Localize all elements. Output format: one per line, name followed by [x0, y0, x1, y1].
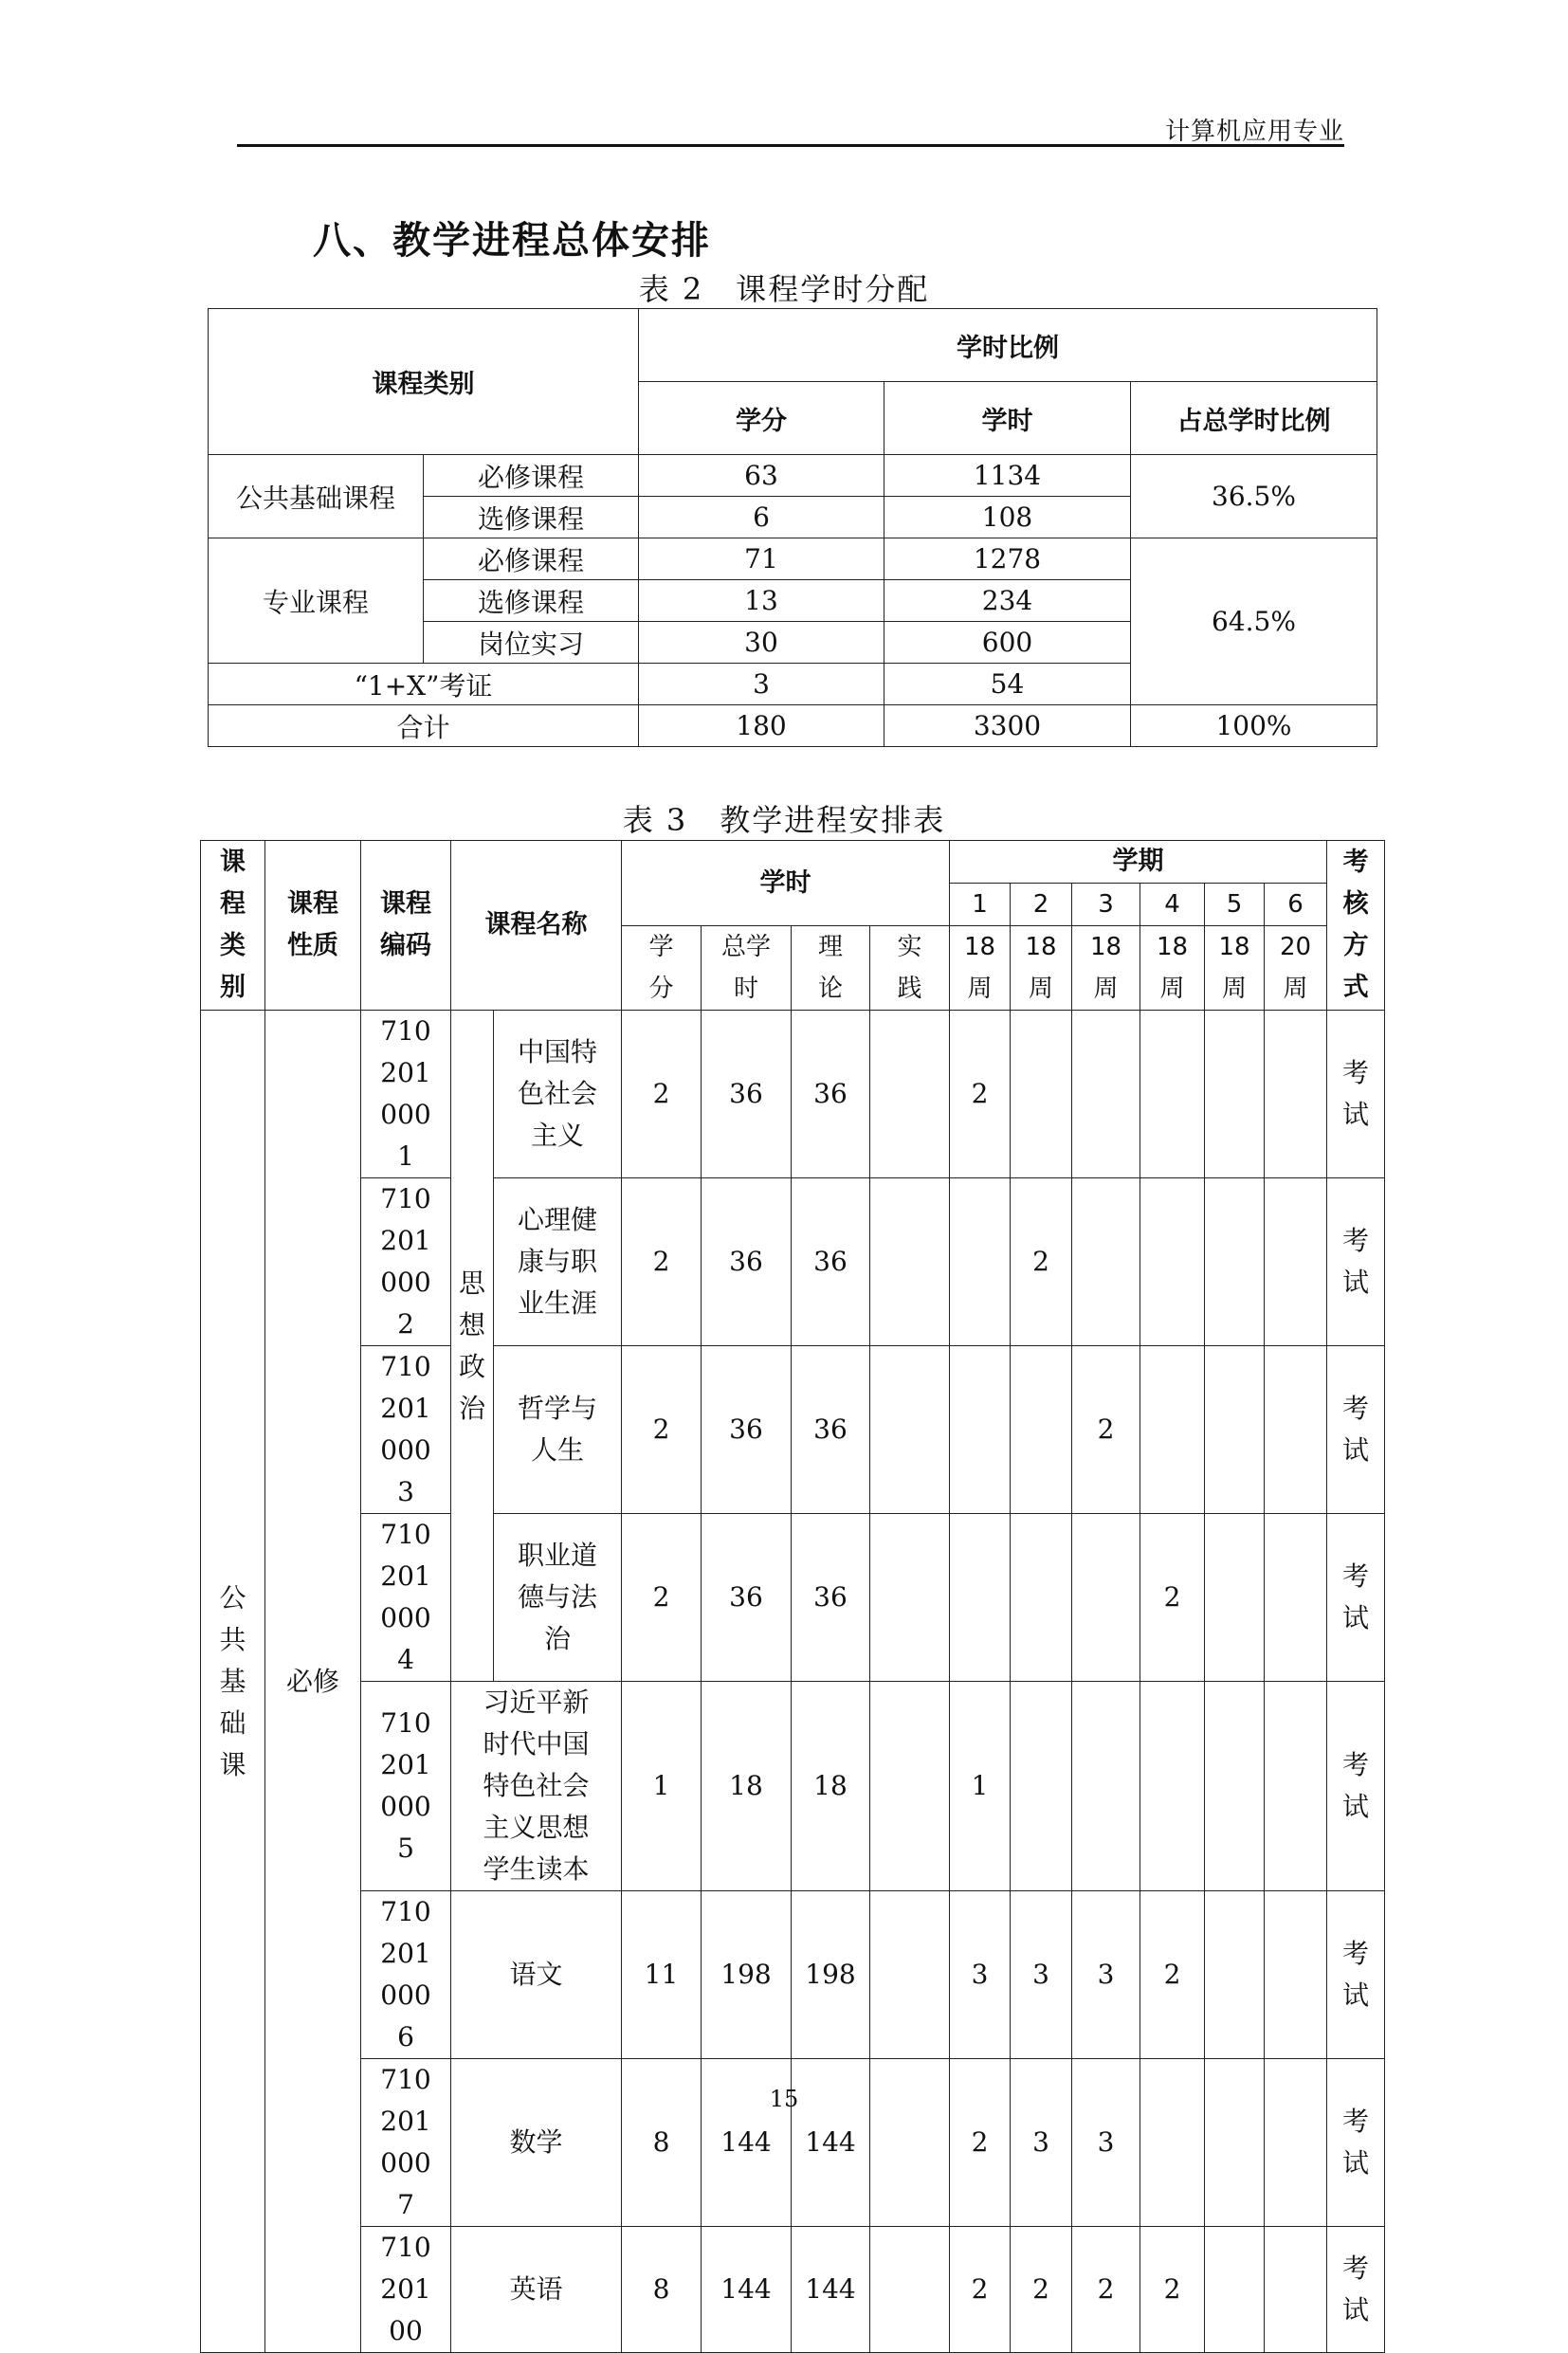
t3-term-hours [1265, 1514, 1327, 1682]
t3-code: 710201000 3 [361, 1346, 451, 1514]
t3-head-terms: 学期 [950, 841, 1327, 884]
t2-cert-hours: 54 [884, 664, 1131, 705]
t2-total-hours: 3300 [884, 705, 1131, 747]
t3-term-number: 6 [1265, 884, 1327, 926]
t3-term-hours: 2 [950, 2227, 1011, 2353]
t3-assessment: 考试 [1327, 1682, 1385, 1891]
t2-hours: 1278 [884, 538, 1131, 580]
t3-code: 710201000 4 [361, 1514, 451, 1682]
t3-term-weeks: 18周 [1205, 926, 1265, 1011]
t3-term-hours: 2 [1011, 1178, 1072, 1346]
t3-term-hours: 2 [950, 1011, 1011, 1178]
page-number: 15 [769, 2086, 799, 2112]
t3-term-hours [1205, 1891, 1265, 2059]
t3-term-hours: 3 [1011, 2059, 1072, 2227]
t3-term-hours [1265, 1346, 1327, 1514]
t3-total: 36 [702, 1011, 792, 1178]
t3-assessment: 考试 [1327, 2227, 1385, 2353]
t3-term-hours [1265, 1891, 1327, 2059]
t3-total: 36 [702, 1346, 792, 1514]
t3-practice [870, 1891, 950, 2059]
t2-share-public: 36.5% [1131, 455, 1377, 538]
t3-course-name: 数学 [451, 2059, 622, 2227]
t3-term-hours [1140, 1682, 1205, 1891]
t2-sub: 选修课程 [424, 580, 639, 622]
t3-term-weeks: 18周 [1011, 926, 1072, 1011]
t3-term-hours: 2 [1140, 1891, 1205, 2059]
t2-head-ratio: 学时比例 [639, 309, 1377, 382]
t3-term-number: 5 [1205, 884, 1265, 926]
t3-term-hours [950, 1346, 1011, 1514]
t2-group-public: 公共基础课程 [209, 455, 424, 538]
t3-term-hours: 2 [1072, 2227, 1140, 2353]
t3-term-hours [1205, 2227, 1265, 2353]
t3-head-hours: 学时 [622, 841, 950, 926]
t3-theory: 36 [792, 1178, 870, 1346]
t2-head-credit: 学分 [639, 382, 884, 455]
t3-term-hours [1205, 2059, 1265, 2227]
t3-course-name: 语文 [451, 1891, 622, 2059]
t2-share-major: 64.5% [1131, 538, 1377, 705]
t3-term-hours [1011, 1346, 1072, 1514]
t3-credit: 2 [622, 1346, 702, 1514]
t3-course-name: 职业道德与法治 [494, 1514, 622, 1682]
t3-head-theory: 理论 [792, 926, 870, 1011]
t2-credit: 13 [639, 580, 884, 622]
t3-total: 198 [702, 1891, 792, 2059]
t3-head-nature: 课程性质 [265, 841, 361, 1011]
t3-nature-required: 必修 [265, 1011, 361, 2353]
t3-assessment: 考试 [1327, 1011, 1385, 1178]
t3-term-hours [1205, 1178, 1265, 1346]
t3-term-number: 3 [1072, 884, 1140, 926]
t3-assessment: 考试 [1327, 1891, 1385, 2059]
t3-head-code: 课程编码 [361, 841, 451, 1011]
t2-sub: 必修课程 [424, 455, 639, 497]
t3-term-hours [1140, 1178, 1205, 1346]
t3-term-hours: 3 [1072, 2059, 1140, 2227]
t2-hours: 234 [884, 580, 1131, 622]
t2-sub: 岗位实习 [424, 622, 639, 664]
t3-term-hours: 3 [1011, 1891, 1072, 2059]
table3-caption: 表 3 教学进程安排表 [622, 802, 946, 838]
t2-hours: 1134 [884, 455, 1131, 497]
t2-head-share: 占总学时比例 [1131, 382, 1377, 455]
t3-credit: 2 [622, 1514, 702, 1682]
t3-code: 710201000 6 [361, 1891, 451, 2059]
t2-cert-credit: 3 [639, 664, 884, 705]
t3-assessment: 考试 [1327, 1514, 1385, 1682]
t3-term-hours [1140, 1011, 1205, 1178]
t3-term-hours: 2 [1140, 1514, 1205, 1682]
t3-term-hours [1011, 1514, 1072, 1682]
t2-credit: 6 [639, 497, 884, 538]
t3-term-hours [1205, 1011, 1265, 1178]
t3-course-name: 习近平新时代中国特色社会主义思想学生读本 [451, 1682, 622, 1891]
t2-cert-label: “1+X”考证 [209, 664, 639, 705]
t3-term-hours: 2 [1072, 1346, 1140, 1514]
t3-head-name: 课程名称 [451, 841, 622, 1011]
t3-head-credit: 学分 [622, 926, 702, 1011]
t3-assessment: 考试 [1327, 2059, 1385, 2227]
t3-course-name: 英语 [451, 2227, 622, 2353]
t2-total-credit: 180 [639, 705, 884, 747]
t3-term-hours [1011, 1682, 1072, 1891]
t3-assessment: 考试 [1327, 1178, 1385, 1346]
t3-theory: 36 [792, 1514, 870, 1682]
t3-theory: 36 [792, 1346, 870, 1514]
t2-head-hours: 学时 [884, 382, 1131, 455]
t3-term-hours [1265, 1682, 1327, 1891]
t3-theory: 18 [792, 1682, 870, 1891]
t3-theory: 144 [792, 2227, 870, 2353]
t3-term-hours [1265, 1178, 1327, 1346]
t3-theory: 198 [792, 1891, 870, 2059]
t3-credit: 2 [622, 1178, 702, 1346]
t3-practice [870, 1178, 950, 1346]
t3-term-number: 2 [1011, 884, 1072, 926]
t3-term-hours: 3 [1072, 1891, 1140, 2059]
t3-practice [870, 1514, 950, 1682]
t3-term-hours [1072, 1178, 1140, 1346]
t3-term-hours: 3 [950, 1891, 1011, 2059]
t2-credit: 71 [639, 538, 884, 580]
t3-total: 18 [702, 1682, 792, 1891]
t3-term-weeks: 18周 [1140, 926, 1205, 1011]
t3-practice [870, 1011, 950, 1178]
t3-head-category: 课程类别 [201, 841, 265, 1011]
t2-hours: 600 [884, 622, 1131, 664]
t3-total: 36 [702, 1514, 792, 1682]
t3-total: 144 [702, 2059, 792, 2227]
t3-theory: 36 [792, 1011, 870, 1178]
t2-hours: 108 [884, 497, 1131, 538]
t3-term-hours [1011, 1011, 1072, 1178]
t3-head-practice: 实践 [870, 926, 950, 1011]
t3-term-hours [1072, 1011, 1140, 1178]
t3-term-hours [1072, 1682, 1140, 1891]
header-rule [237, 144, 1344, 147]
t3-head-assessment: 考核方式 [1327, 841, 1385, 1011]
t3-term-hours [1205, 1346, 1265, 1514]
t3-term-hours: 2 [950, 2059, 1011, 2227]
t3-assessment: 考试 [1327, 1346, 1385, 1514]
t3-term-hours: 2 [1140, 2227, 1205, 2353]
t3-term-weeks: 20周 [1265, 926, 1327, 1011]
t3-term-hours [950, 1178, 1011, 1346]
t3-term-number: 4 [1140, 884, 1205, 926]
table2-caption: 表 2 课程学时分配 [638, 271, 930, 307]
t3-term-hours [1265, 2227, 1327, 2353]
t3-term-hours: 1 [950, 1682, 1011, 1891]
t3-course-name: 哲学与人生 [494, 1346, 622, 1514]
t2-credit: 30 [639, 622, 884, 664]
t3-practice [870, 2059, 950, 2227]
t3-term-hours [1205, 1514, 1265, 1682]
t3-ideology-group: 思想政治 [451, 1011, 494, 1682]
t3-term-number: 1 [950, 884, 1011, 926]
t3-practice [870, 1682, 950, 1891]
t3-term-hours [1265, 2059, 1327, 2227]
t2-head-category: 课程类别 [209, 309, 639, 455]
course-hours-table [208, 308, 1377, 747]
t3-credit: 8 [622, 2059, 702, 2227]
t3-credit: 2 [622, 1011, 702, 1178]
teaching-schedule-table [200, 840, 1385, 2353]
t3-term-hours [1140, 1346, 1205, 1514]
t3-code: 710201000 5 [361, 1682, 451, 1891]
t3-term-hours: 2 [1011, 2227, 1072, 2353]
t3-total: 36 [702, 1178, 792, 1346]
t2-credit: 63 [639, 455, 884, 497]
t3-total: 144 [702, 2227, 792, 2353]
t3-course-name: 心理健康与职业生涯 [494, 1178, 622, 1346]
t3-credit: 1 [622, 1682, 702, 1891]
t3-code: 710201000 2 [361, 1178, 451, 1346]
t3-category-public: 公共基础课 [201, 1011, 265, 2353]
t2-sub: 选修课程 [424, 497, 639, 538]
t3-term-weeks: 18周 [1072, 926, 1140, 1011]
t3-credit: 11 [622, 1891, 702, 2059]
t2-total-label: 合计 [209, 705, 639, 747]
t3-credit: 8 [622, 2227, 702, 2353]
t3-theory: 144 [792, 2059, 870, 2227]
t3-code: 710201000 1 [361, 1011, 451, 1178]
t3-term-hours [1205, 1682, 1265, 1891]
section-title: 八、教学进程总体安排 [313, 219, 711, 263]
t3-term-hours [1265, 1011, 1327, 1178]
t3-code: 710201000 7 [361, 2059, 451, 2227]
t3-practice [870, 2227, 950, 2353]
t3-term-weeks: 18周 [950, 926, 1011, 1011]
running-header: 计算机应用专业 [1164, 118, 1344, 146]
t2-group-major: 专业课程 [209, 538, 424, 664]
t3-term-hours [1140, 2059, 1205, 2227]
t3-course-name: 中国特色社会主义 [494, 1011, 622, 1178]
t3-code: 71020100 [361, 2227, 451, 2353]
t2-sub: 必修课程 [424, 538, 639, 580]
t3-term-hours [1072, 1514, 1140, 1682]
t2-total-share: 100% [1131, 705, 1377, 747]
t3-practice [870, 1346, 950, 1514]
t3-term-hours [950, 1514, 1011, 1682]
t3-head-total-hours: 总学时 [702, 926, 792, 1011]
